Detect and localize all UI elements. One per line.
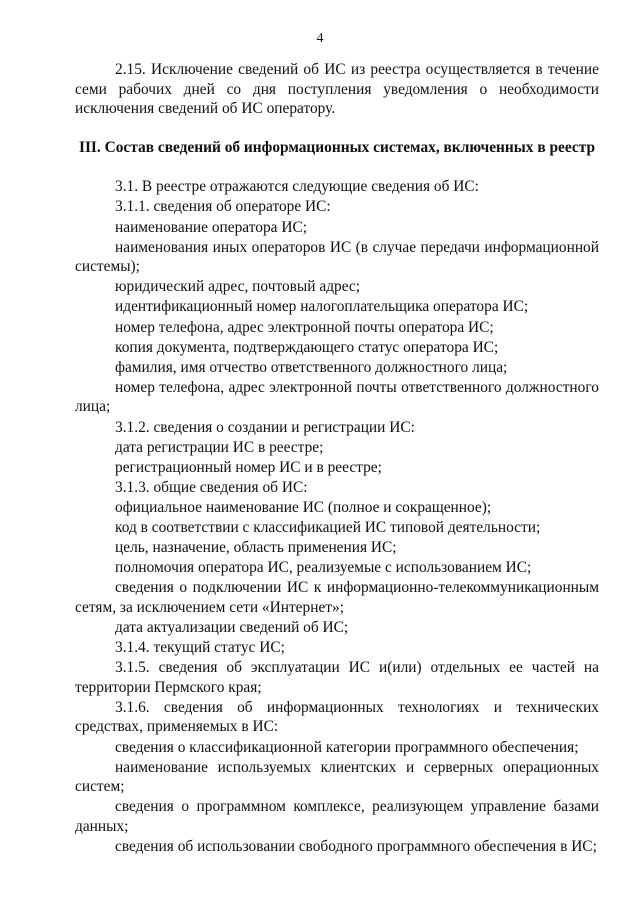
list-item: официальное наименование ИС (полное и сокращенное);: [115, 498, 492, 516]
list-item: номер телефона, адрес электронной почты оператора ИС;: [115, 318, 494, 336]
list-item: идентификационный номер налогоплательщика оператора ИС;: [115, 298, 529, 316]
list-item: цель, назначение, область применения ИС;: [115, 539, 397, 557]
list-item: код в соответствии с классификацией ИС типовой деятельности;: [115, 518, 541, 536]
list-item: регистрационный номер ИС и в реестре;: [115, 458, 382, 476]
list-item: сведения о классификационной категории программного обеспечения;: [115, 738, 579, 756]
list-item: копия документа, подтверждающего статус оператора ИС;: [115, 338, 499, 356]
list-item: полномочия оператора ИС, реализуемые с использованием ИС;: [115, 559, 532, 577]
section-heading: III. Состав сведений об информационных системах, включенных в реестр: [78, 138, 596, 156]
list-item: наименования иных операторов ИС (в случае передачи информационной системы);: [75, 238, 599, 276]
list-item: 3.1. В реестре отражаются следующие сведения об ИС:: [115, 178, 479, 196]
list-item: дата актуализации сведений об ИС;: [115, 618, 349, 636]
list-item: сведения о подключении ИС к информационно-телекоммуникационным сетям, за исключением сети «Интернет»;: [75, 579, 599, 616]
list-item: дата регистрации ИС в реестре;: [115, 438, 324, 456]
list-item: сведения об использовании свободного программного обеспечения в ИС;: [115, 837, 597, 855]
document-body: [75, 60, 599, 857]
list-item: юридический адрес, почтовый адрес;: [115, 278, 361, 296]
list-item: 3.1.5. сведения об эксплуатации ИС и(или) отдельных ее частей на территории Пермского края;: [75, 659, 599, 696]
information-items-list: [75, 177, 599, 857]
list-item: 3.1.2. сведения о создании и регистрации ИС:: [115, 418, 415, 436]
page-number: 4: [316, 31, 324, 46]
list-item: номер телефона, адрес электронной почты ответственного должностного лица;: [75, 378, 599, 416]
intro-paragraph: 2.15. Исключение сведений об ИС из реестра осуществляется в течение семи рабочих дней со дня поступления уведомления о необходимости исключения сведений об ИС оператору.: [75, 61, 599, 118]
list-item: сведения о программном комплексе, реализующем управление базами данных;: [75, 798, 599, 835]
list-item: наименование оператора ИС;: [115, 218, 307, 236]
list-item: 3.1.6. сведения об информационных технологиях и технических средствах, применяемых в ИС:: [75, 698, 599, 736]
list-item: 3.1.4. текущий статус ИС;: [115, 639, 285, 657]
list-item: 3.1.1. сведения об операторе ИС:: [115, 198, 331, 216]
list-item: наименование используемых клиентских и серверных операционных систем;: [75, 758, 599, 796]
list-item: фамилия, имя отчество ответственного должностного лица;: [115, 358, 508, 376]
list-item: 3.1.3. общие сведения об ИС:: [115, 478, 308, 496]
